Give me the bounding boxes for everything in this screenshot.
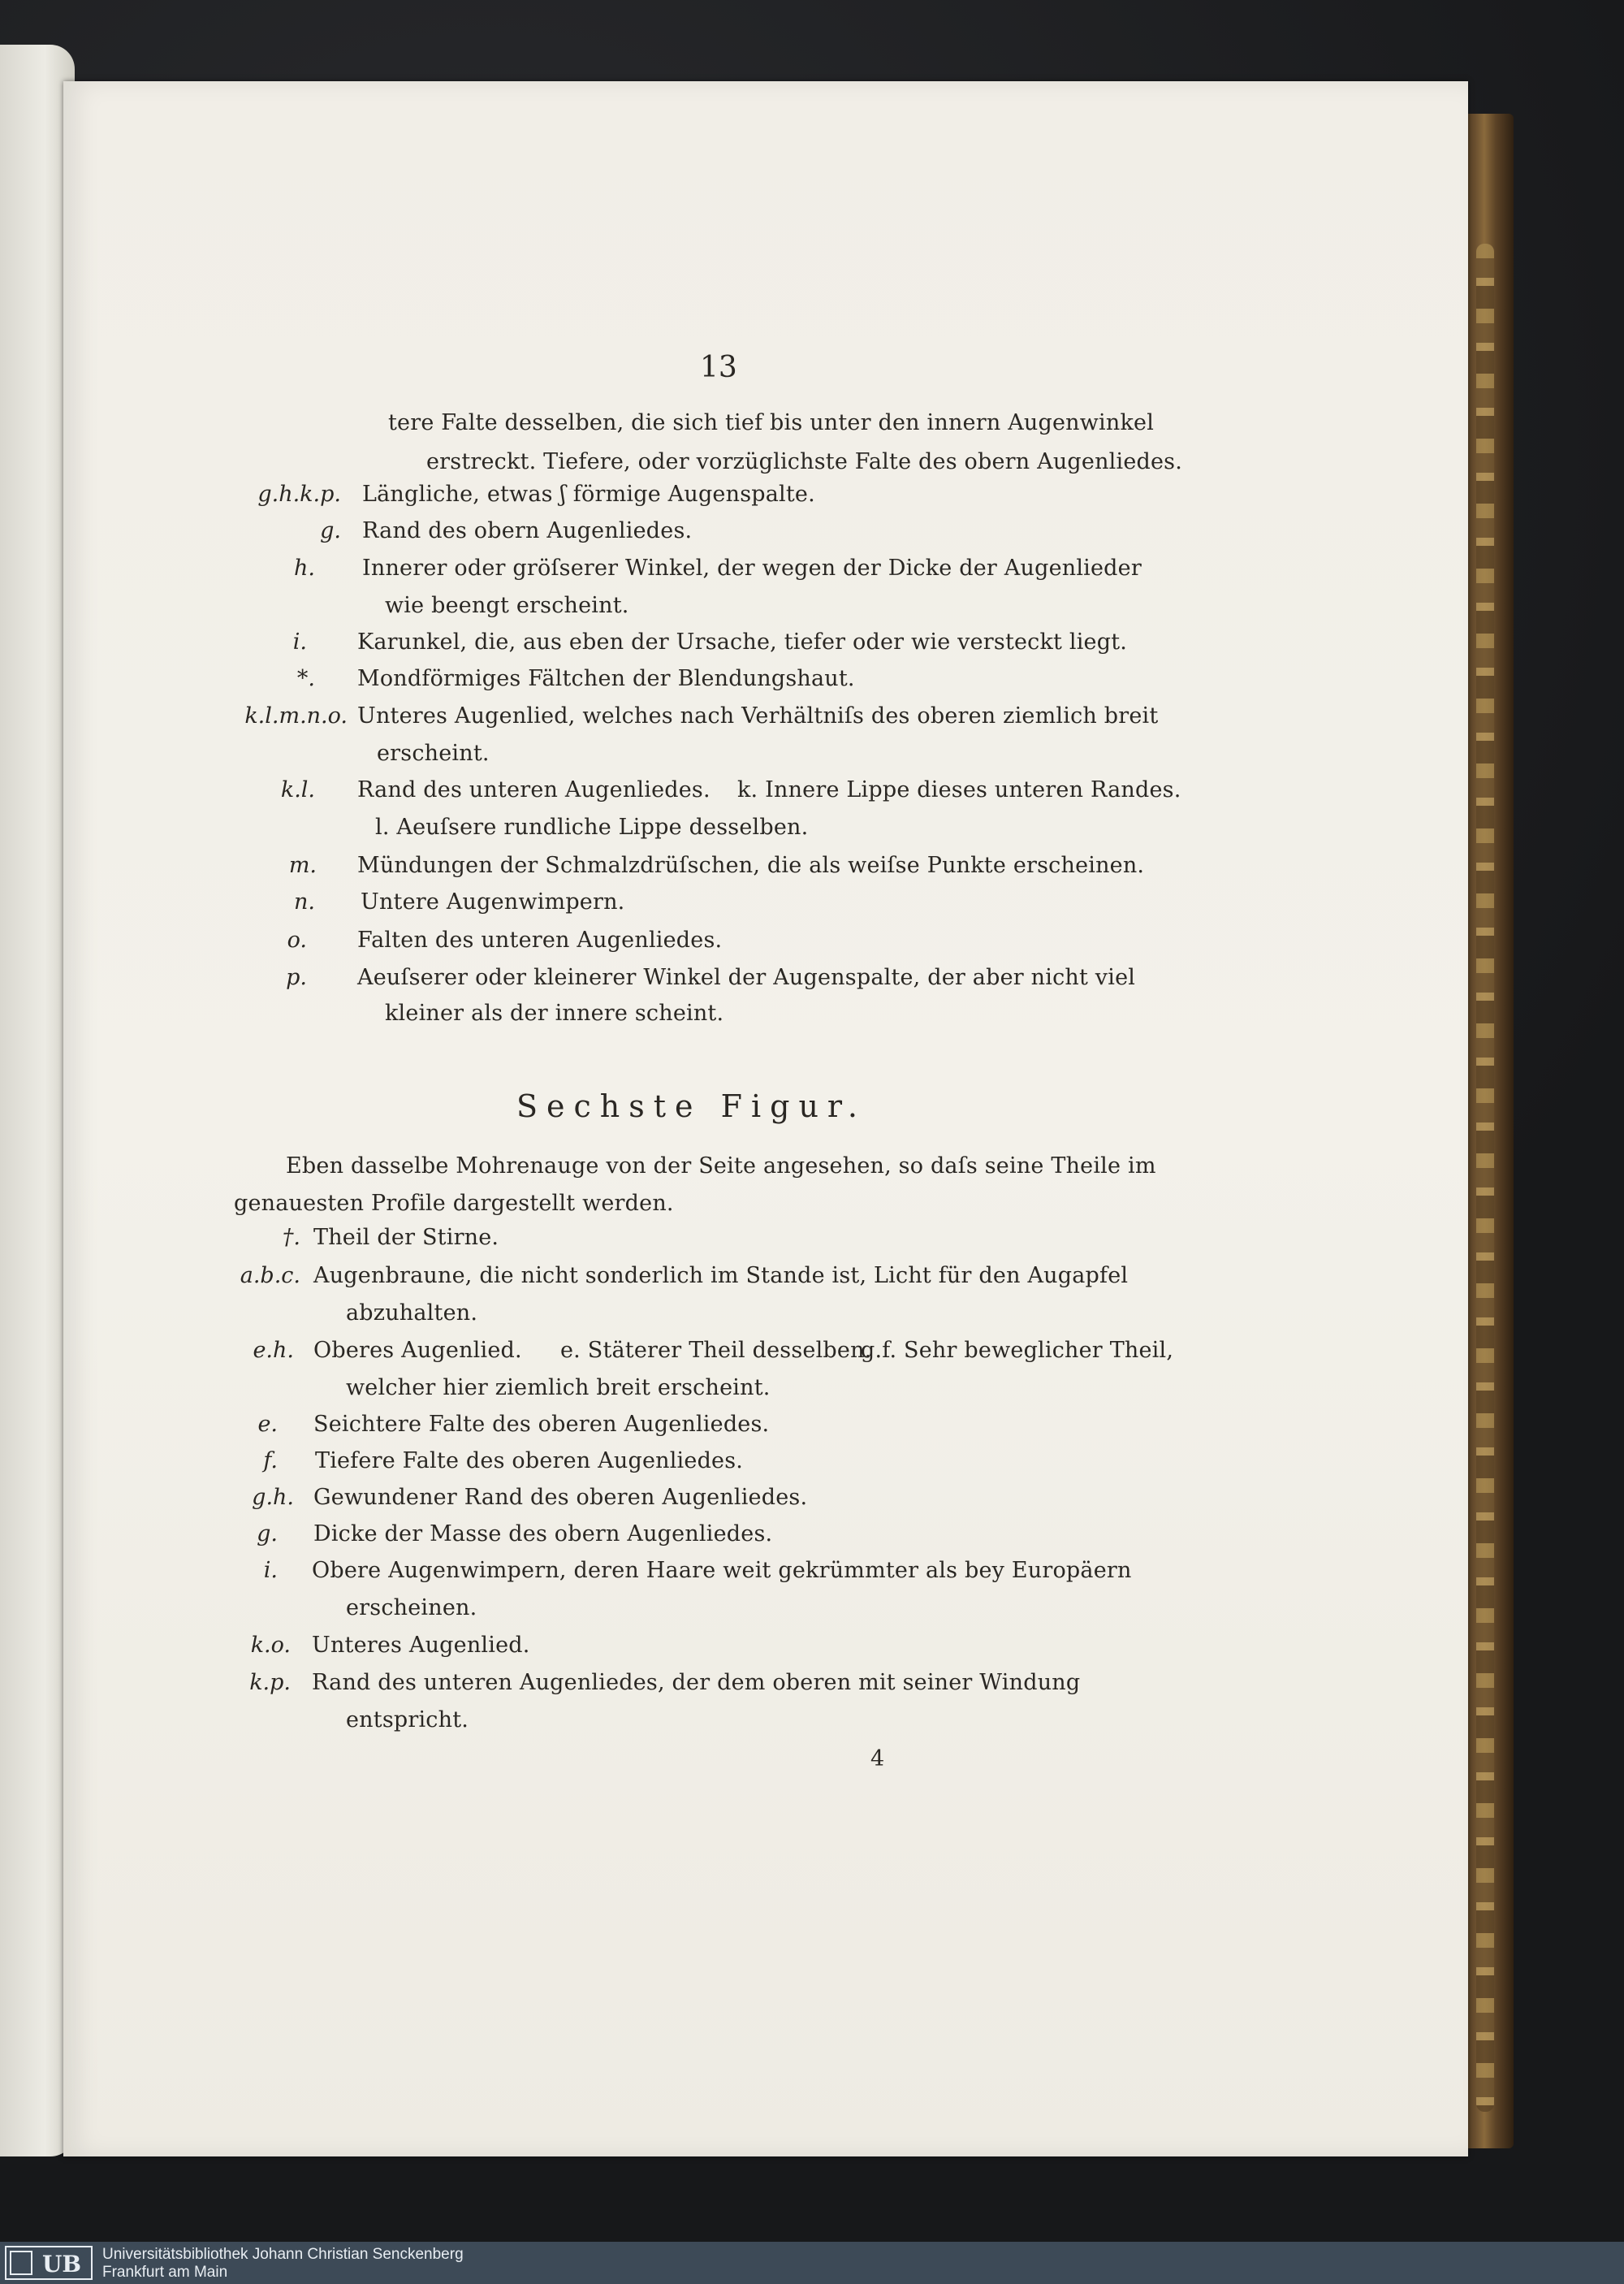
entry-text: Karunkel, die, aus eben der Ursache, tiefer oder wie versteckt liegt. [357, 629, 1128, 655]
entry-label: †. [282, 1225, 300, 1250]
entry-label: k.p. [249, 1670, 291, 1695]
entry-label: *. [296, 666, 315, 691]
entry-text: l. Aeuſsere rundliche Lippe desselben. [375, 815, 809, 840]
entry-label: n. [294, 889, 315, 915]
entry-label: e. [257, 1412, 278, 1437]
entry-label: m. [288, 853, 317, 878]
entry-text: Oberes Augenlied. [313, 1338, 522, 1363]
entry-text: erscheint. [377, 741, 490, 766]
entry-label: g.h. [252, 1485, 294, 1510]
text-line: erstreckt. Tiefere, oder vorzüglichste Falte des obern Augenliedes. [426, 449, 1183, 474]
entry-text: Dicke der Masse des obern Augenliedes. [313, 1521, 773, 1546]
entry-text: welcher hier ziemlich breit erscheint. [346, 1375, 771, 1400]
entry-label: f. [263, 1448, 278, 1473]
library-name: Universitätsbibliothek Johann Christian Senckenberg [102, 2246, 464, 2263]
entry-text: k. Innere Lippe dieses unteren Randes. [737, 777, 1181, 802]
text-line: tere Falte desselben, die sich tief bis unter den innern Augenwinkel [388, 410, 1155, 435]
page-number: 13 [700, 351, 737, 384]
entry-text: Tiefere Falte des oberen Augenliedes. [315, 1448, 744, 1473]
entry-text: Theil der Stirne. [313, 1225, 499, 1250]
entry-text: Mondförmiges Fältchen der Blendungshaut. [357, 666, 855, 691]
entry-label: k.l.m.n.o. [244, 703, 348, 729]
signature-number: 4 [870, 1746, 885, 1771]
entry-label: p. [286, 965, 307, 990]
entry-text: Mündungen der Schmalzdrüſschen, die als weiſse Punkte erscheinen. [357, 853, 1145, 878]
entry-label: o. [287, 928, 307, 953]
entry-label: i. [292, 629, 307, 655]
entry-text: abzuhalten. [346, 1300, 478, 1326]
entry-text: e. Stäterer Theil desselben. [560, 1338, 872, 1363]
entry-text: Augenbraune, die nicht sonderlich im Stande ist, Licht für den Augapfel [313, 1263, 1129, 1288]
entry-text: Untere Augenwimpern. [361, 889, 625, 915]
section-heading: Sechste Figur. [516, 1088, 867, 1124]
entry-text: Rand des unteren Augenliedes, der dem oberen mit seiner Windung [312, 1670, 1081, 1695]
entry-text: Aeuſserer oder kleinerer Winkel der Augenspalte, der aber nicht viel [357, 965, 1136, 990]
entry-text: Falten des unteren Augenliedes. [357, 928, 723, 953]
entry-label: i. [263, 1558, 278, 1583]
intro-line: genauesten Profile dargestellt werden. [234, 1191, 674, 1216]
entry-label: e.h. [253, 1338, 294, 1363]
entry-text: Längliche, etwas ʃ förmige Augenspalte. [362, 482, 815, 507]
entry-text: Obere Augenwimpern, deren Haare weit gekrümmter als bey Europäern [312, 1558, 1132, 1583]
entry-label: k.o. [250, 1633, 291, 1658]
library-logo [5, 2246, 93, 2280]
entry-text: Unteres Augenlied. [312, 1633, 530, 1658]
library-emblem-icon [10, 2251, 32, 2275]
entry-text: wie beengt erscheint. [385, 593, 629, 618]
entry-label: h. [294, 556, 315, 581]
entry-label: g. [257, 1521, 278, 1546]
library-footer [0, 2242, 1624, 2284]
entry-label: g. [320, 518, 341, 543]
entry-text: Gewundener Rand des oberen Augenliedes. [313, 1485, 808, 1510]
entry-text: Unteres Augenlied, welches nach Verhältniſs des oberen ziemlich breit [357, 703, 1159, 729]
entry-text: Rand des unteren Augenliedes. [357, 777, 710, 802]
entry-text: erscheinen. [346, 1595, 477, 1620]
intro-line: Eben dasselbe Mohrenauge von der Seite angesehen, so daſs seine Theile im [286, 1153, 1156, 1179]
entry-text: Seichtere Falte des oberen Augenliedes. [313, 1412, 770, 1437]
spine-ornament [1476, 244, 1494, 2112]
entry-label: g.h.k.p. [257, 482, 341, 507]
entry-text: Innerer oder gröſserer Winkel, der wegen der Dicke der Augenlieder [362, 556, 1142, 581]
entry-text: g.f. Sehr beweglicher Theil, [861, 1338, 1174, 1363]
library-location: Frankfurt am Main [102, 2264, 228, 2281]
entry-text: kleiner als der innere scheint. [385, 1001, 724, 1026]
entry-text: entspricht. [346, 1707, 469, 1732]
entry-text: Rand des obern Augenliedes. [362, 518, 693, 543]
entry-label: a.b.c. [240, 1263, 300, 1288]
library-logo-text: UB [42, 2251, 82, 2278]
entry-label: k.l. [280, 777, 315, 802]
